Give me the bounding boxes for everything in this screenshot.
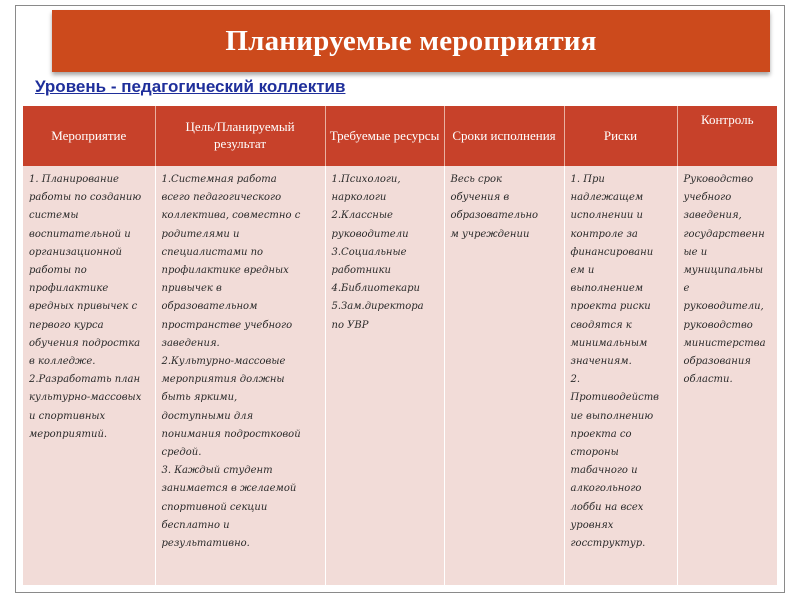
cell-deadlines: Весь срок обучения в образовательно м учреждении — [444, 166, 564, 585]
cell-control: Руководство учебного заведения, государственн ые и муниципальны е руководители, руководство министерства образования области. — [677, 166, 777, 585]
column-header-risks: Риски — [564, 106, 677, 166]
cell-goal: 1.Системная работа всего педагогического коллектива, совместно с родителями и специалистами по профилактике вредных привычек в образовательном пространстве учебного заведения. 2.Культурно-массовые мероприятия должны быть яркими, доступными для понимания подростковой средой. 3. Каждый студент занимается в желаемой спортивной секции бесплатно и результативно. — [155, 166, 325, 585]
slide-subtitle: Уровень - педагогический коллектив — [35, 77, 346, 96]
cell-resources: 1.Психологи, наркологи 2.Классные руководители 3.Социальные работники 4.Библиотекари 5.Зам.директора по УВР — [325, 166, 444, 585]
column-header-goal: Цель/Планируемый результат — [155, 106, 325, 166]
title-banner — [52, 10, 770, 72]
column-header-activity: Мероприятие — [23, 106, 155, 166]
column-header-deadlines: Сроки исполнения — [444, 106, 564, 166]
cell-risks: 1. При надлежащем исполнении и контроле за финансировани ем и выполнением проекта риски сводятся к минимальным значениям. 2. Противодейств ие выполнению проекта со стороны табачного и алкогольного лобби на всех уровнях госструктур. — [564, 166, 677, 585]
table-header-row — [23, 106, 777, 166]
table-row — [23, 166, 777, 585]
slide-title: Планируемые мероприятия — [225, 24, 597, 57]
plan-table — [23, 106, 777, 585]
plan-table-container — [23, 106, 777, 585]
cell-activity: 1. Планирование работы по созданию системы воспитательной и организационной работы по профилактике вредных привычек с первого курса обучения подростка в колледже. 2.Разработать план культурно-массовых и спортивных мероприятий. — [23, 166, 155, 585]
column-header-control: Контроль — [677, 106, 777, 166]
column-header-resources: Требуемые ресурсы — [325, 106, 444, 166]
